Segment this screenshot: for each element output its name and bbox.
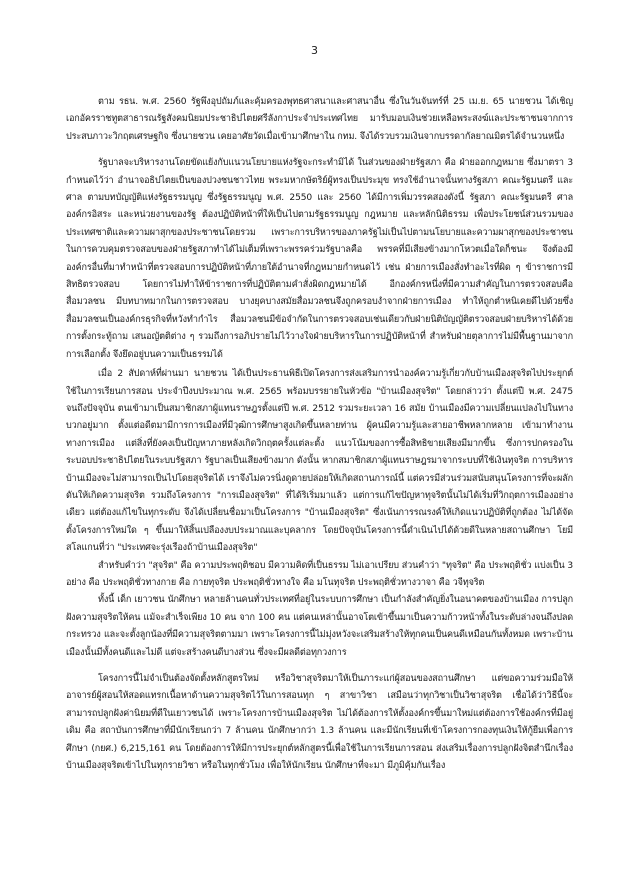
paragraph-government-oversight: รัฐบาลจะบริหารงานโดยขัดแย้งกับแนวนโยบายแห่งรัฐจะกระทำมิได้ ในส่วนของฝ่ายรัฐสภา คือ ฝ่ายออกกฎหมาย ซึ่งมาตรา 3 กำหนดไว้ว่า อำนาจอธิปไตยเป็นของปวงชนชาวไทย พระมหากษัตริย์ผู้ทรงเป็นประมุข ทรงใช้อำนาจนั้นทางรัฐสภา คณะรัฐมนตรี และศาล ตามบทบัญญัติแห่งรัฐธรรมนูญ ซึ่งรัฐธรรมนูญ พ.ศ. 2550 และ 2560 ได้มีการเพิ่มวรรคสองดังนี้ รัฐสภา คณะรัฐมนตรี ศาล องค์กรอิสระ และหน่วยงานของรัฐ ต้องปฏิบัติหน้าที่ให้เป็นไปตามรัฐธรรมนูญ กฎหมาย และหลักนิติธรรม เพื่อประโยชน์ส่วนรวมของประเทศชาติและความผาสุกของประชาชนโดยรวม เพราะการบริหารของภาครัฐไม่เป็นไปตามนโยบายและความผาสุกของประชาชน ในการควบคุมตรวจสอบของฝ่ายรัฐสภาทำได้ไม่เต็มที่เพราะพรรคร่วมรัฐบาลคือ พรรคที่มีเสียงข้างมากโหวตเมื่อใดก็ชนะ จึงต้องมีองค์กรอื่นที่มาทำหน้าที่ตรวจสอบการปฏิบัติหน้าที่ภายใต้อำนาจที่กฎหมายกำหนดไว้ เช่น ฝ่ายการเมืองสั่งทำอะไรที่ผิด ๆ ข้าราชการมีสิทธิตรวจสอบ โดยการไม่ทำให้ข้าราชการที่ปฏิบัติตามคำสั่งผิดกฎหมายได้ อีกองค์กรหนึ่งที่มีความสำคัญในการตรวจสอบคือ สื่อมวลชน มีบทบาทมากในการตรวจสอบ บางยุคบางสมัยสื่อมวลชนจึงถูกครอบงำจากฝ่ายการเมือง ทำให้ถูกตำหนิเคยดีไปด้วยซึ่งสื่อมวลชนเป็นองค์กรธุรกิจที่หวังทำกำไร สื่อมวลชนมีข้อจำกัดในการตรวจสอบเช่นเดียวกับฝ่ายนิติบัญญัติตรวจสอบฝ่ายบริหารได้ด้วยการตั้งกระทู้ถาม เสนอญัตติต่าง ๆ รวมถึงการอภิปรายไม่ไว้วางใจฝ่ายบริหารในการปฏิบัติหน้าที่ สำหรับฝ่ายตุลาการไม่มีพื้นฐานมาจากการเลือกตั้ง จึงยึดอยู่บนความเป็นธรรมได้ (66, 158, 573, 360)
paragraph-honest-country-project: เมื่อ 2 สัปดาห์ที่ผ่านมา นายชวน ได้เป็นประธานพิธีเปิดโครงการส่งเสริมการนำองค์ความรู้เกี่ยวกับบ้านเมืองสุจริตไปประยุกต์ใช้ในการเรียนการสอน ประจำปีงบประมาณ พ.ศ. 2565 พร้อมบรรยายในหัวข้อ "บ้านเมืองสุจริต" โดยกล่าวว่า ตั้งแต่ปี พ.ศ. 2475 จนถึงปัจจุบัน ตนเข้ามาเป็นสมาชิกสภาผู้แทนราษฎรตั้งแต่ปี พ.ศ. 2512 รวมระยะเวลา 16 สมัย บ้านเมืองมีความเปลี่ยนแปลงไปในทางบวกอยู่มาก ตั้งแต่อดีตมามีการการเมืองที่มีวุฒิการศึกษาสูงเกิดขึ้นหลายท่าน ผู้คนมีความรู้และสายอาชีพหลากหลาย เข้ามาทำงานทางการเมือง แต่สิ่งที่ยังคงเป็นปัญหาภายหลังเกิดวิกฤตครั้งแต่ละตั้ง แนวโน้มของการซื้อสิทธิขายเสียงมีมากขึ้น ซึ่งการปกครองในระบอบประชาธิปไตยในระบบรัฐสภา รัฐบาลเป็นเสียงข้างมาก ดังนั้น หากสมาชิกสภาผู้แทนราษฎรมาจากระบบที่ใช้เงินทุจริต การบริหารบ้านเมืองจะไม่สามารถเป็นไปโดยสุจริตได้ เราจึงไม่ควรนิ่งดูดายปล่อยให้เกิดสถานการณ์นี้ แต่ควรมีส่วนร่วมสนับสนุนโครงการที่จะผลักดันให้เกิดความสุจริต รวมถึงโครงการ "การเมืองสุจริต" ที่ได้ริเริ่มมาแล้ว แต่การแก้ไขปัญหาทุจริตนั้นไม่ได้เริ่มที่วิกฤตการเมืองอย่างเดียว แต่ต้องแก้ไขในทุกระดับ จึงได้เปลี่ยนชื่อมาเป็นโครงการ "บ้านเมืองสุจริต" ซึ่งเน้นการรณรงค์ให้เกิดแนวปฏิบัติที่ถูกต้อง ไม่ได้จัดตั้งโครงการใหม่ใด ๆ ขึ้นมาให้สิ้นเปลืองงบประมาณและบุคลากร โดยปัจจุบันโครงการนี้ดำเนินไปได้ด้วยดีในหลายสถานศึกษา โยมีสโลแกนที่ว่า "ประเทศจะรุ่งเรืองถ้าบ้านเมืองสุจริต" (66, 369, 573, 554)
page-number: 3 (311, 44, 318, 57)
paragraph-thai-religion-support: ตาม รธน. พ.ศ. 2560 รัฐพึงอุปถัมภ์และคุ้มครองพุทธศาสนาและศาสนาอื่น ซึ่งในวันจันทร์ที่ 25 เม.ย. 65 นายชวน ได้เชิญเอกอัครราชทูตสาธารณรัฐสังคมนิยมประชาธิปไตยศรีลังกาประจำประเทศไทย มารับมอบเงินช่วยเหลือพระสงฆ์และประชาชนจากการประสบภาวะวิกฤตเศรษฐกิจ ซึ่งนายชวน เคยอาศัยวัดเมื่อเข้ามาศึกษาใน กทม. จึงได้รวบรวมเงินจากบรรดากัลยาณมิตรได้จำนวนหนึ่ง (66, 97, 573, 142)
paragraph-definitions: สำหรับคำว่า "สุจริต" คือ ความประพฤติชอบ มีความคิดที่เป็นธรรม ไม่เอาเปรียบ ส่วนคำว่า "ทุจริต" คือ ประพฤติชั่ว แบ่งเป็น 3 อย่าง คือ ประพฤติชั่วทางกาย คือ กายทุจริต ประพฤติชั่วทางใจ คือ มโนทุจริต ประพฤติชั่วทางวาจา คือ วจีทุจริต (66, 560, 573, 588)
paragraph-youth-education: ทั้งนี้ เด็ก เยาวชน นักศึกษา หลายล้านคนทั่วประเทศที่อยู่ในระบบการศึกษา เป็นกำลังสำคัญยิ่งในอนาคตของบ้านเมือง การปลูกฝังความสุจริตให้คน แม้จะสำเร็จเพียง 10 คน จาก 100 คน แต่คนเหล่านั้นอาจโตเข้าขึ้นมาเป็นความก้าวหน้าทั้งในระดับล่างจนถึงปลดกระทรวง และจะตั้งลูกน้องที่มีความสุจริตตามมา เพราะโครงการนี้ไม่มุ่งหวังจะเสริมสร้างให้ทุกคนเป็นคนดีเหมือนกันทั้งหมด เพราะบ้านเมืองนั้นมีทั้งคนดีและไม่ดี แต่จะสร้างคนดีบางส่วน ซึ่งจะมีผลดีต่อทุกวงการ (66, 595, 573, 658)
paragraph-curriculum-integration: โครงการนี้ไม่จำเป็นต้องจัดตั้งหลักสูตรใหม่ หรือวิชาสุจริตมาให้เป็นภาระแก่ผู้สอนของสถานศึกษา แต่ขอความร่วมมือให้อาจารย์ผู้สอนให้สอดแทรกเนื้อหาด้านความสุจริตไว้ในการสอนทุก ๆ สาขาวิชา เสมือนว่าทุกวิชาเป็นวิชาสุจริต เชื่อได้ว่าวิธีนี้จะสามารถปลูกฝังค่านิยมที่ดีในเยาวชนได้ เพราะโครงการบ้านเมืองสุจริต ไม่ได้ต้องการให้ตั้งองค์กรขึ้นมาใหม่แต่ต้องการใช้องค์กรที่มีอยู่เดิม คือ สถาบันการศึกษาที่มีนักเรียนกว่า 7 ล้านคน นักศึกษากว่า 1.3 ล้านคน และมีนักเรียนที่เข้าโครงการกองทุนเงินให้กู้ยืมเพื่อการศึกษา (กยศ.) 6,215,161 คน โดยต้องการให้มีการประยุกต์หลักสูตรนี้เพื่อใช้ในการเรียนการสอน ส่งเสริมเรื่องการปลูกฝังจิตสำนึกเรื่องบ้านเมืองสุจริตเข้าไปในทุกรายวิชา หรือในทุกชั่วโมง เพื่อให้นักเรียน นักศึกษาที่จะมา มีภูมิคุ้มกันเรื่อง (66, 674, 573, 772)
body-text (66, 94, 573, 775)
